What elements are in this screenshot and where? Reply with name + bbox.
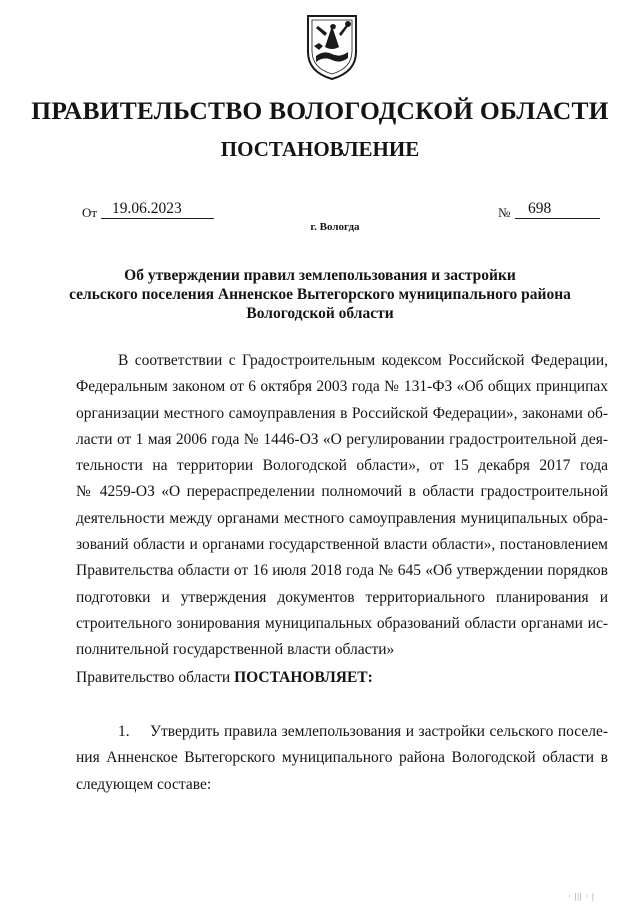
- number-label: №: [498, 205, 511, 220]
- resolve-line: [76, 665, 608, 691]
- resolve-word: ПОСТАНОВЛЯЕТ:: [234, 669, 373, 686]
- paragraph-line: подготовки и утверждения документов территориального планирования и: [76, 588, 608, 606]
- date-underline: [101, 218, 214, 219]
- item-line: следующем составе:: [76, 775, 212, 793]
- coat-of-arms-icon: [302, 12, 362, 82]
- resolution-item-1: [76, 719, 608, 798]
- item-line: ния Анненское Вытегорского муниципального района Вологодской области в: [76, 749, 608, 767]
- paragraph-line: деятельности между органами местного самоуправления муниципальных обра-: [76, 509, 608, 527]
- paragraph-line: строительного зонирования муниципальных образований области органами ис-: [76, 614, 608, 632]
- paragraph-line: организации местного самоуправления в Российской Федерации», законами об-: [76, 404, 608, 422]
- government-title: ПРАВИТЕЛЬСТВО ВОЛОГОДСКОЙ ОБЛАСТИ: [31, 96, 609, 125]
- subject-line: сельского поселения Анненское Вытегорского муниципального района: [69, 286, 571, 303]
- document-date: 19.06.2023: [112, 200, 182, 217]
- document-subject: [60, 266, 580, 323]
- paragraph-line: зований области и органами государственной власти области», постановлением: [76, 536, 608, 554]
- document-type: ПОСТАНОВЛЕНИЕ: [220, 137, 420, 161]
- document-number: 698: [528, 200, 552, 217]
- scan-marks: · ||| · |: [568, 892, 595, 901]
- resolve-prefix: Правительство области: [76, 669, 235, 686]
- number-underline: [515, 218, 600, 219]
- paragraph-line: ласти от 1 мая 2006 года № 1446-ОЗ «О регулировании градостроительной дея-: [76, 430, 608, 448]
- paragraph-line: В соответствии с Градостроительным кодексом Российской Федерации,: [118, 352, 608, 369]
- subject-line: Вологодской области: [246, 305, 394, 322]
- preamble-paragraph: [76, 348, 608, 664]
- paragraph-line: Федеральным законом от 6 октября 2003 года № 131-ФЗ «Об общих принципах: [76, 378, 608, 396]
- paragraph-line: Правительства области от 16 июля 2018 года № 645 «Об утверждении порядков: [76, 562, 608, 580]
- item-number: 1.: [118, 723, 130, 740]
- city: г. Вологда: [310, 221, 360, 233]
- paragraph-line: полнительной государственной власти области»: [76, 641, 395, 659]
- item-text: Утвердить правила землепользования и застройки сельского поселе-: [150, 723, 608, 740]
- subject-line: Об утверждении правил землепользования и застройки: [124, 267, 516, 284]
- item-line: [76, 719, 608, 745]
- paragraph-line: № 4259-ОЗ «О перераспределении полномочий в области градостроительной: [76, 483, 608, 501]
- date-label: От: [82, 205, 98, 220]
- resolve-text: [76, 665, 608, 691]
- paragraph-line: тельности на территории Вологодской области», от 15 декабря 2017 года: [76, 457, 608, 475]
